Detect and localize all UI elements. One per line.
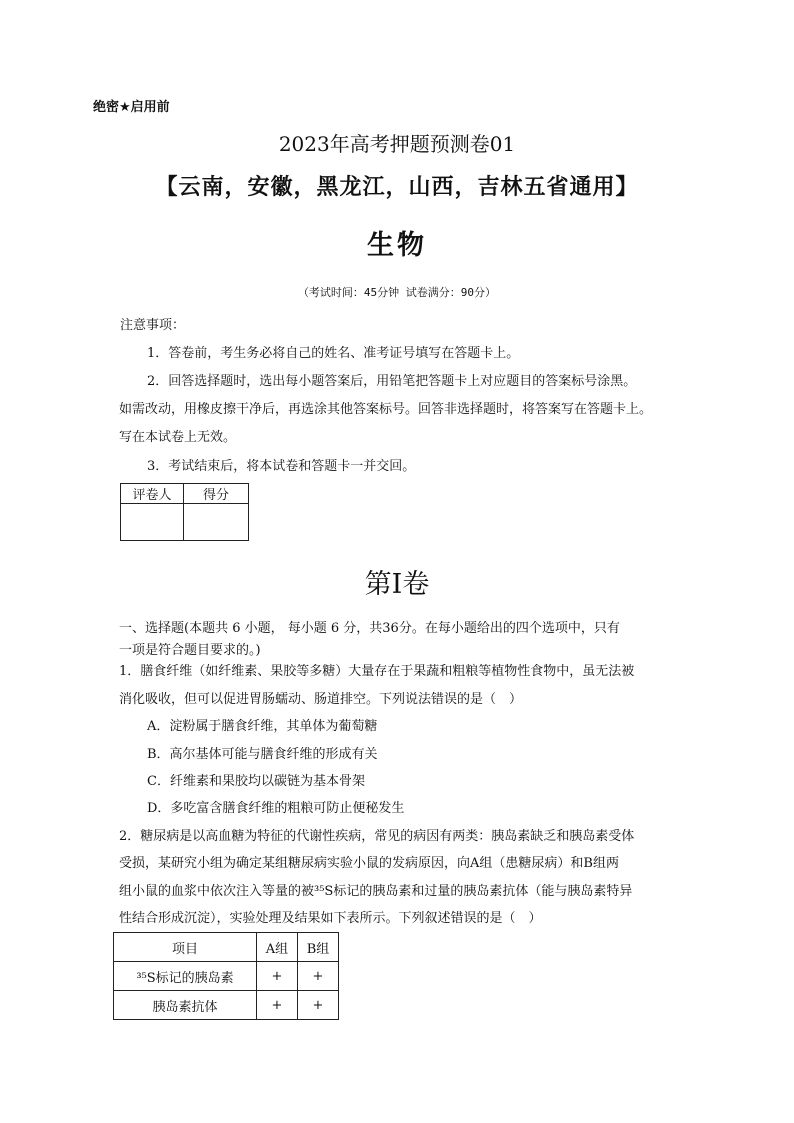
table-cell: 胰岛素抗体 bbox=[114, 991, 257, 1020]
score-cell-score bbox=[184, 504, 249, 541]
experiment-table bbox=[113, 932, 339, 1020]
score-header-score: 得分 bbox=[184, 484, 249, 504]
exam-subtitle: 【云南，安徽，黑龙江，山西，吉林五省通用】 bbox=[155, 175, 639, 200]
table-cell: + bbox=[298, 991, 339, 1020]
table-cell: ³⁵S标记的胰岛素 bbox=[114, 962, 257, 991]
table-row bbox=[114, 991, 339, 1020]
table-cell: + bbox=[257, 991, 298, 1020]
table-header-group-b: B组 bbox=[298, 933, 339, 962]
volume-title: 第I卷 bbox=[364, 569, 430, 600]
note-item-2-line-3: 写在本试卷上无效。 bbox=[119, 430, 237, 445]
table-cell: + bbox=[298, 962, 339, 991]
time-info: （考试时间：45分钟 试卷满分：90分） bbox=[297, 286, 497, 299]
table-header-group-a: A组 bbox=[257, 933, 298, 962]
table-row bbox=[114, 933, 339, 962]
question-1-line-1: 1．膳食纤维（如纤维素、果胶等多糖）大量存在于果蔬和粗粮等植物性食物中，虽无法被 bbox=[119, 664, 635, 679]
note-item-2-line-1: 2．回答选择题时，选出每小题答案后，用铅笔把答题卡上对应题目的答案标号涂黑。 bbox=[147, 374, 637, 389]
subject-title: 生物 bbox=[367, 230, 427, 261]
question-1-option-a: A．淀粉属于膳食纤维，其单体为葡萄糖 bbox=[147, 719, 378, 734]
table-cell: + bbox=[257, 962, 298, 991]
question-1-option-d: D．多吃富含膳食纤维的粗粮可防止便秘发生 bbox=[147, 801, 405, 816]
score-table bbox=[120, 483, 249, 541]
question-2-line-4: 性结合形成沉淀），实验处理及结果如下表所示。下列叙述错误的是（ ） bbox=[119, 911, 542, 926]
notes-heading: 注意事项： bbox=[120, 318, 186, 333]
score-header-grader: 评卷人 bbox=[121, 484, 184, 504]
question-2-line-2: 受损，某研究小组为确定某组糖尿病实验小鼠的发病原因，向A组（患糖尿病）和B组两 bbox=[119, 856, 619, 871]
note-item-2-line-2: 如需改动，用橡皮擦干净后，再选涂其他答案标号。回答非选择题时，将答案写在答题卡上。 bbox=[119, 402, 653, 417]
exam-title: 2023年高考押题预测卷01 bbox=[278, 132, 516, 156]
table-row bbox=[114, 962, 339, 991]
question-2-line-3: 组小鼠的血浆中依次注入等量的被³⁵S标记的胰岛素和过量的胰岛素抗体（能与胰岛素特异 bbox=[119, 884, 633, 899]
section-instructions-line-2: 一项是符合题目要求的。) bbox=[119, 643, 261, 658]
score-cell-grader bbox=[121, 504, 184, 541]
question-2-line-1: 2．糖尿病是以高血糖为特征的代谢性疾病，常见的病因有两类：胰岛素缺乏和胰岛素受体 bbox=[119, 829, 635, 844]
section-instructions-line-1: 一、选择题(本题共 6 小题， 每小题 6 分，共36分。在每小题给出的四个选项中，只有 bbox=[119, 621, 620, 636]
question-1-option-c: C．纤维素和果胶均以碳链为基本骨架 bbox=[147, 774, 365, 789]
question-1-option-b: B．高尔基体可能与膳食纤维的形成有关 bbox=[147, 747, 378, 762]
table-header-item: 项目 bbox=[114, 933, 257, 962]
note-item-1: 1．答卷前，考生务必将自己的姓名、准考证号填写在答题卡上。 bbox=[147, 346, 520, 361]
note-item-3: 3．考试结束后，将本试卷和答题卡一并交回。 bbox=[147, 459, 416, 474]
question-1-line-2: 消化吸收，但可以促进胃肠蠕动、肠道排空。下列说法错误的是（ ） bbox=[119, 692, 523, 707]
secret-mark: 绝密★启用前 bbox=[93, 100, 170, 115]
